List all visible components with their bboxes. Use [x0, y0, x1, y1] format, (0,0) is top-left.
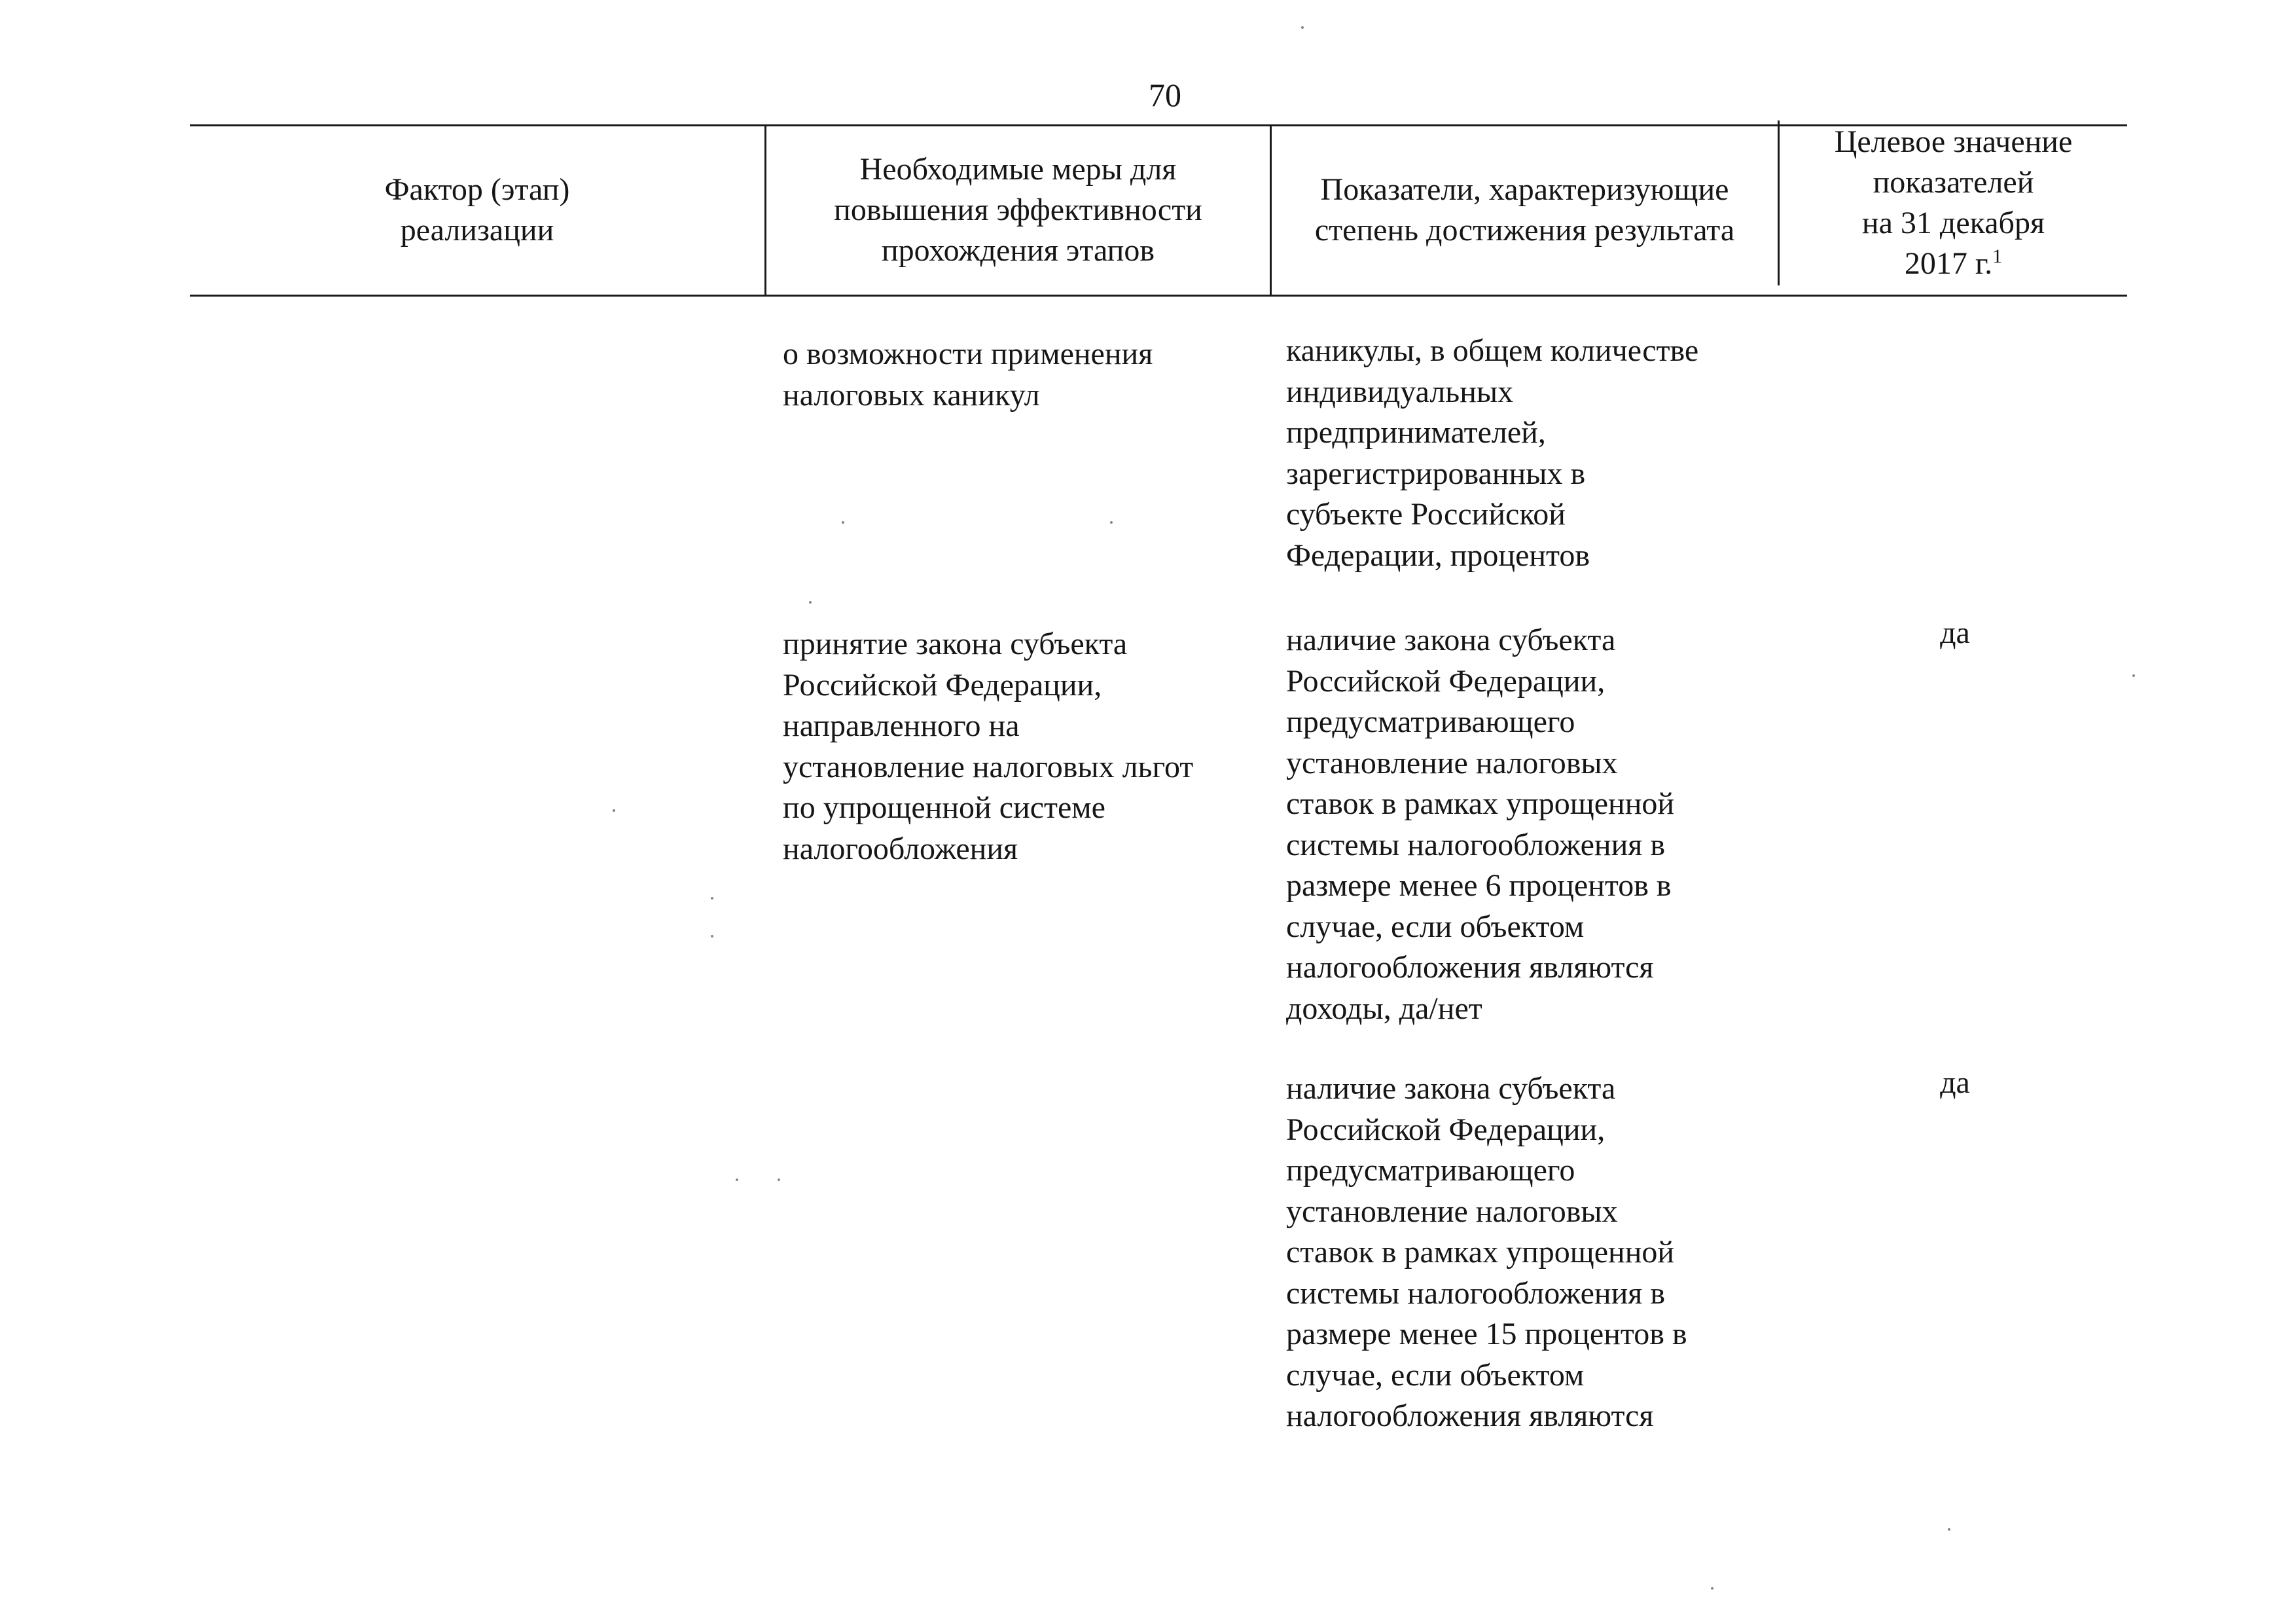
- row-2-target: да: [1940, 615, 1970, 650]
- row-3-target: да: [1940, 1065, 1970, 1100]
- header-indicators-label: Показатели, характеризующие степень достижения результата: [1314, 172, 1735, 247]
- row-1-measure: о возможности применения налоговых каникул: [783, 337, 1153, 412]
- row-2-measure: принятие закона субъекта Российской Федерации, направленного на установление налоговых льгот по упрощенной системе налогообложения: [783, 627, 1194, 866]
- scan-speck: [1948, 1528, 1950, 1531]
- header-target-text: [1835, 122, 2073, 284]
- scan-speck: [1110, 521, 1113, 524]
- scan-speck: [711, 897, 713, 900]
- header-factor: [190, 126, 764, 295]
- header-indicators: [1272, 126, 1778, 295]
- scan-speck: [613, 809, 615, 812]
- header-measures: [766, 126, 1270, 295]
- scan-speck: [1711, 1587, 1713, 1590]
- scan-speck: [1301, 26, 1304, 29]
- scan-speck: [842, 521, 844, 524]
- row-3-indicator: наличие закона субъекта Российской Федерации, предусматривающего установление налоговых ставок в рамках упрощенной системы налогообложения в размере менее 15 процентов в случае, если объектом налогообложения являются: [1286, 1071, 1687, 1433]
- header-target-label: Целевое значение показателей на 31 декабря 2017 г.: [1834, 124, 2073, 281]
- header-factor-label: Фактор (этап) реализации: [384, 172, 570, 247]
- scan-speck: [2132, 674, 2135, 677]
- header-measures-label: Необходимые меры для повышения эффективности прохождения этапов: [834, 152, 1202, 268]
- scan-speck: [809, 601, 812, 604]
- row-1-indicator: каникулы, в общем количестве индивидуальных предпринимателей, зарегистрированных в субъекте Российской Федерации, процентов: [1286, 333, 1699, 573]
- header-bottom-rule: [190, 295, 2127, 297]
- footnote-mark: 1: [1992, 246, 2003, 267]
- scan-speck: [711, 935, 713, 938]
- row-2-indicator: наличие закона субъекта Российской Федерации, предусматривающего установление налоговых ставок в рамках упрощенной системы налогообложения в размере менее 6 процентов в случае, если объектом налогообложения являются доходы, да/нет: [1286, 623, 1675, 1026]
- header-target: [1780, 120, 2127, 285]
- scan-speck: [778, 1178, 780, 1181]
- page-number: 70: [1149, 77, 1181, 113]
- scan-speck: [736, 1178, 738, 1181]
